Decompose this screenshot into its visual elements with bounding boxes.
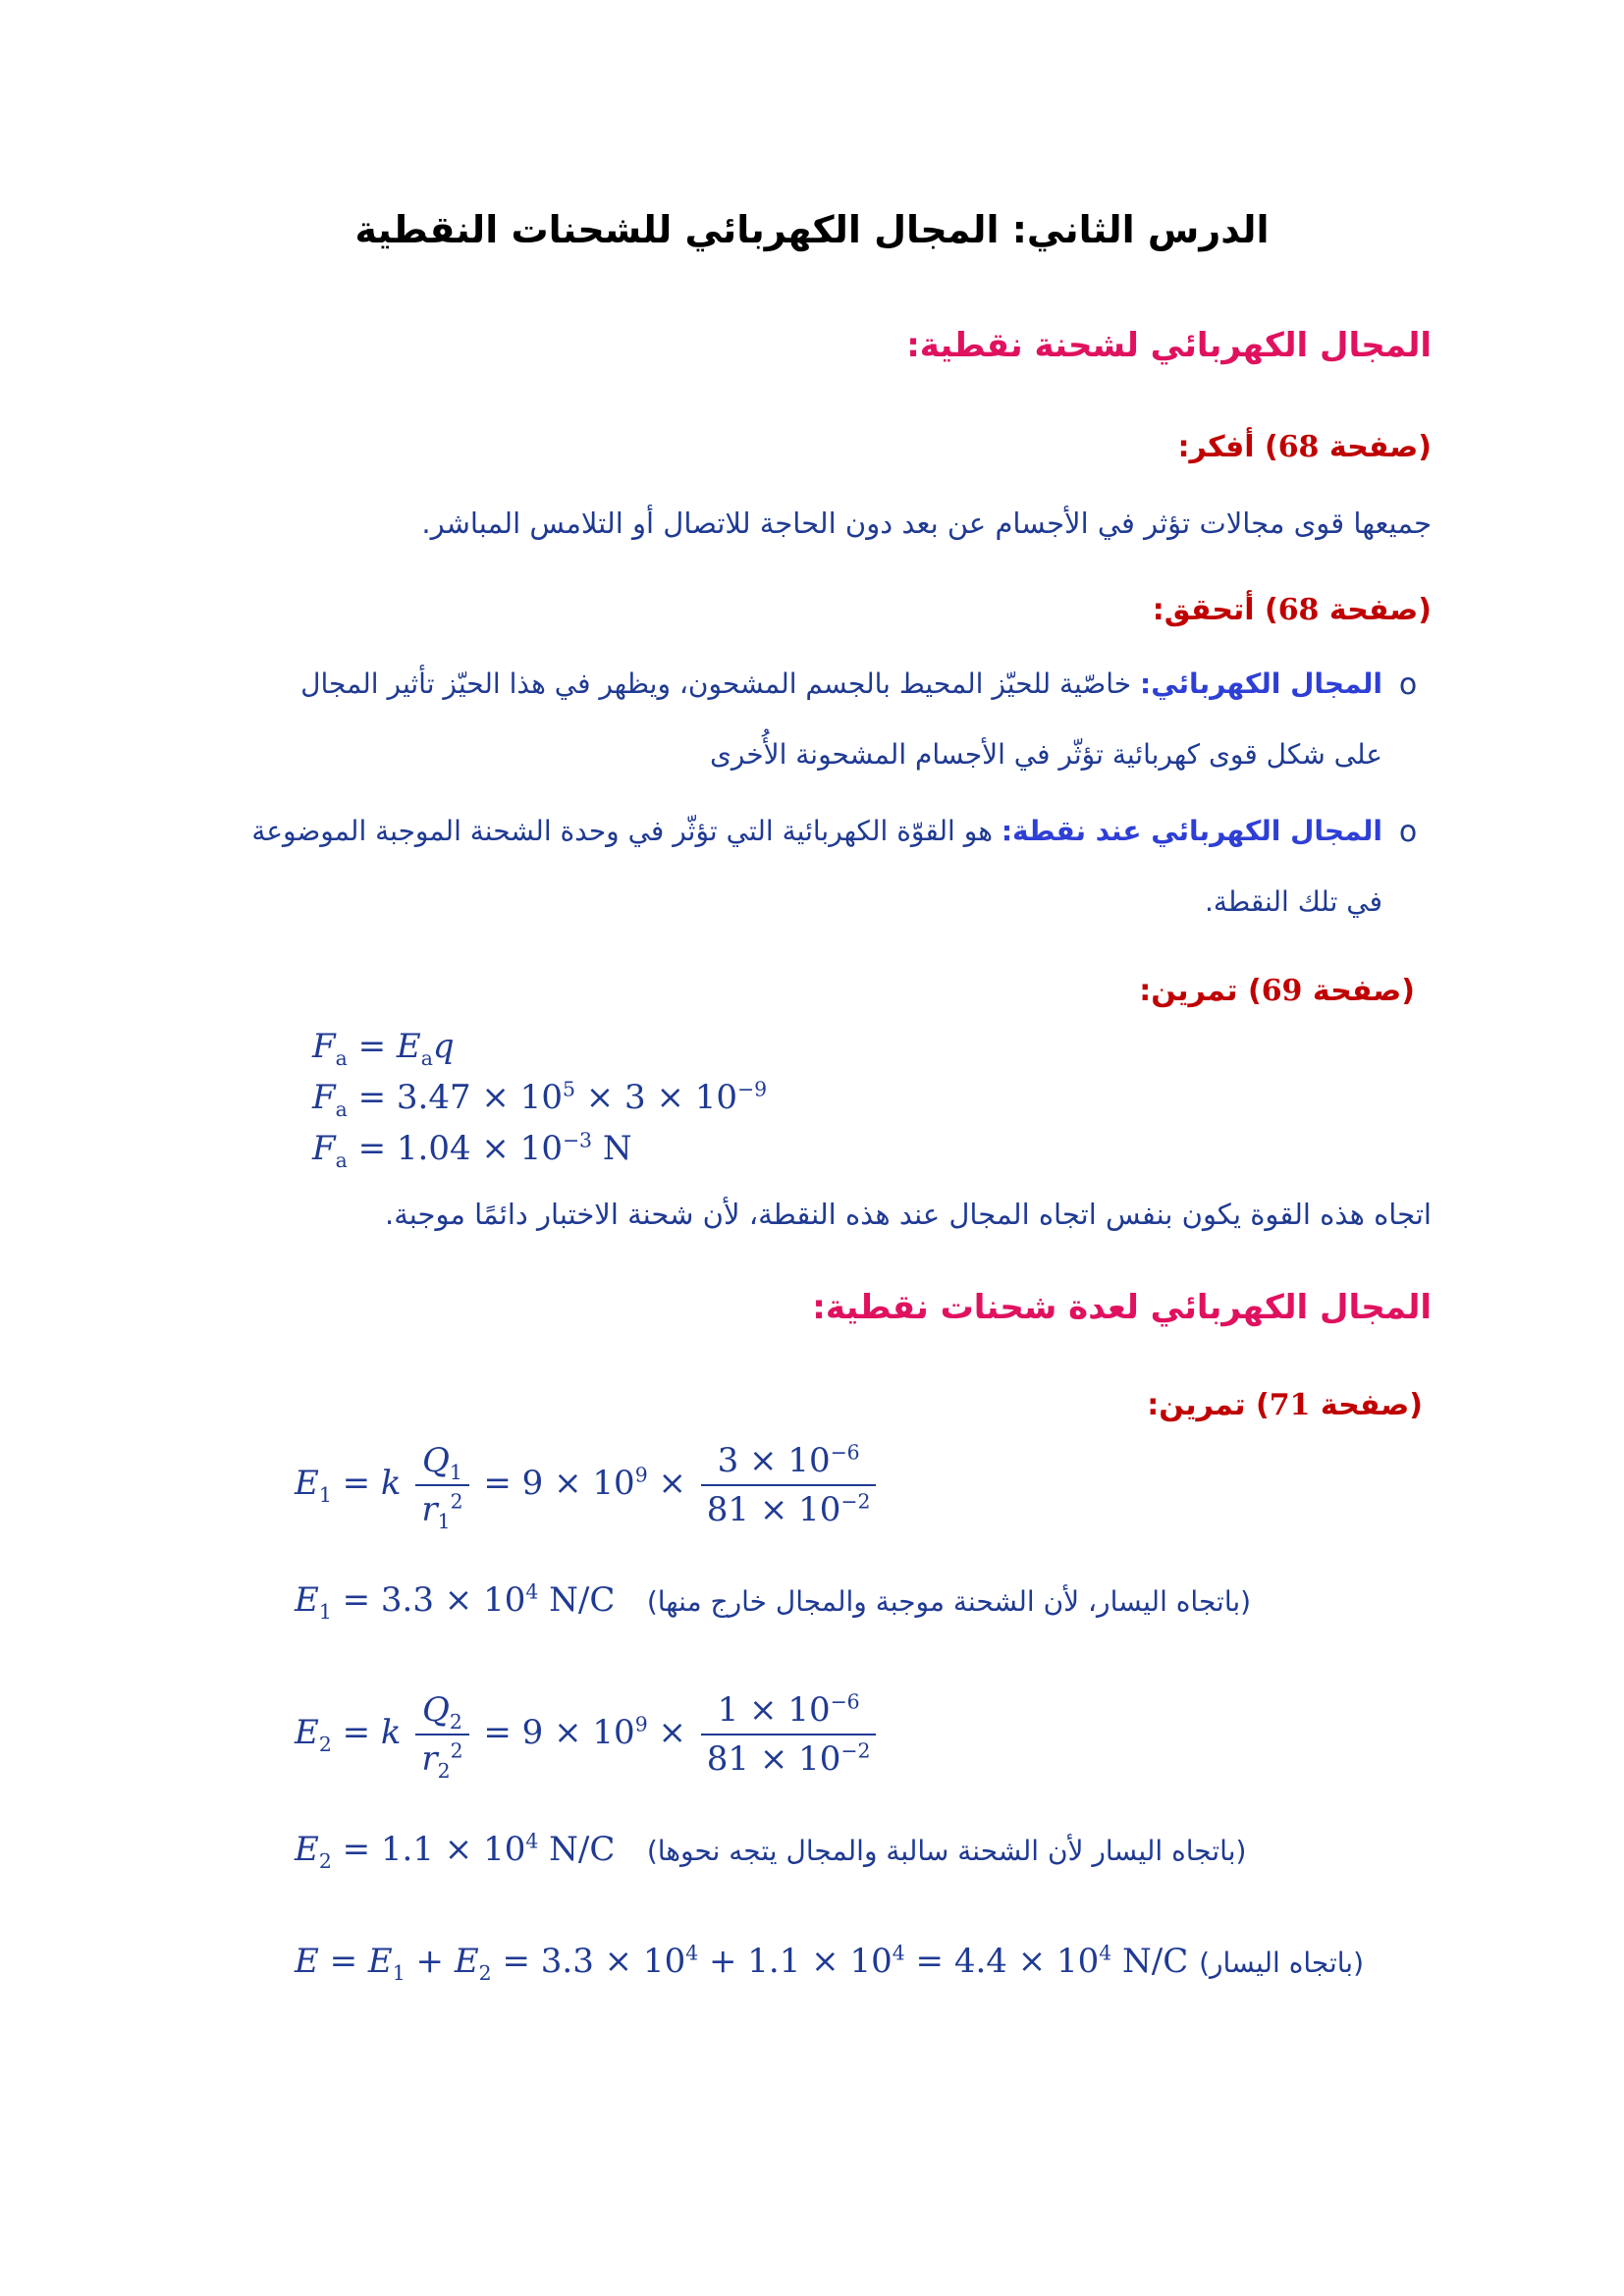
e1-direction-note: (باتجاه اليسار، لأن الشحنة موجبة والمجال خارج منها)	[646, 1585, 1252, 1618]
think-answer-text: جميعها قوى مجالات تؤثر في الأجسام عن بعد دون الحاجة للاتصال أو التلامس المباشر.	[421, 507, 1432, 540]
equation-e2-result: $E_2 = 1.1 \times 10^4$ N/C (باتجاه اليسار لأن الشحنة سالبة والمجال يتجه نحوها)	[295, 1829, 1247, 1873]
bullet-marker: o	[1398, 667, 1418, 702]
fraction-e1-values: $\frac{3 \times 10^{-6}}{81 \times 10^{-2}}$	[701, 1441, 877, 1529]
section-heading-multiple-charges: المجال الكهربائي لعدة شحنات نقطية:	[812, 1288, 1432, 1327]
force-direction-note: اتجاه هذه القوة يكون بنفس اتجاه المجال عند هذه النقطة، لأن شحنة الاختبار دائمًا موجبة.	[385, 1198, 1432, 1231]
definition-field-at-point-cont: في تلك النقطة.	[1205, 885, 1382, 918]
section-heading-single-charge: المجال الكهربائي لشحنة نقطية:	[906, 326, 1432, 365]
lesson-title: الدرس الثاني: المجال الكهربائي للشحنات النقطية	[354, 208, 1270, 251]
bullet-marker: o	[1398, 815, 1418, 849]
page-label-check: (صفحة 68) أتحقق:	[1152, 593, 1432, 627]
definition-field-at-point: المجال الكهربائي عند نقطة: هو القوّة الكهربائية التي تؤثّر في وحدة الشحنة الموجبة الموضوعة	[251, 815, 1382, 847]
page-label-exercise-71: (صفحة 71) تمرين:	[1147, 1388, 1423, 1422]
equation-force-formula: $F_a = E_aq$	[312, 1027, 455, 1070]
fraction-e2-values: $\frac{1 \times 10^{-6}}{81 \times 10^{-2}}$	[701, 1690, 877, 1779]
total-direction-note: (باتجاه اليسار)	[1199, 1947, 1365, 1979]
equation-force-result: $F_a = 1.04 \times 10^{-3}$ N	[312, 1128, 632, 1172]
fraction-q1-r1: $\frac{Q_1}{r_1^2}$	[415, 1441, 468, 1529]
equation-e2-calculation: $E_2 = k$ $\frac{Q_2}{r_2^2}$ = $9 \times 10^9$ × $\frac{1 \times 10^{-6}}{81 \times 10^{-2}}$	[295, 1690, 880, 1779]
page-label-exercise-69: (صفحة 69) تمرين:	[1139, 974, 1415, 1008]
definition-electric-field: المجال الكهربائي: خاصّية للحيّز المحيط بالجسم المشحون، ويظهر في هذا الحيّز تأثير المجال	[300, 667, 1382, 700]
equation-e1-result: $E_1 = 3.3 \times 10^4$ N/C (باتجاه اليسار، لأن الشحنة موجبة والمجال خارج منها)	[295, 1579, 1252, 1624]
page-label-think: (صفحة 68) أفكر:	[1177, 430, 1432, 464]
equation-e1-calculation: $E_1 = k$ $\frac{Q_1}{r_1^2}$ = $9 \times 10^9$ × $\frac{3 \times 10^{-6}}{81 \times 10^{-2}}$	[295, 1441, 880, 1529]
e2-direction-note: (باتجاه اليسار لأن الشحنة سالبة والمجال يتجه نحوها)	[646, 1835, 1247, 1867]
equation-total-field: $E = E_1 + E_2 = 3.3 \times 10^4 + 1.1 \times 10^4 = 4.4 \times 10^4$ N/C (باتجاه اليسار)	[295, 1941, 1365, 1985]
fraction-q2-r2: $\frac{Q_2}{r_2^2}$	[415, 1690, 468, 1779]
definition-electric-field-cont: على شكل قوى كهربائية تؤثّر في الأجسام المشحونة الأُخرى	[709, 738, 1382, 771]
equation-force-substitution: $F_a = 3.47 \times 10^5 \times 3 \times 10^{-9}$	[312, 1077, 768, 1121]
